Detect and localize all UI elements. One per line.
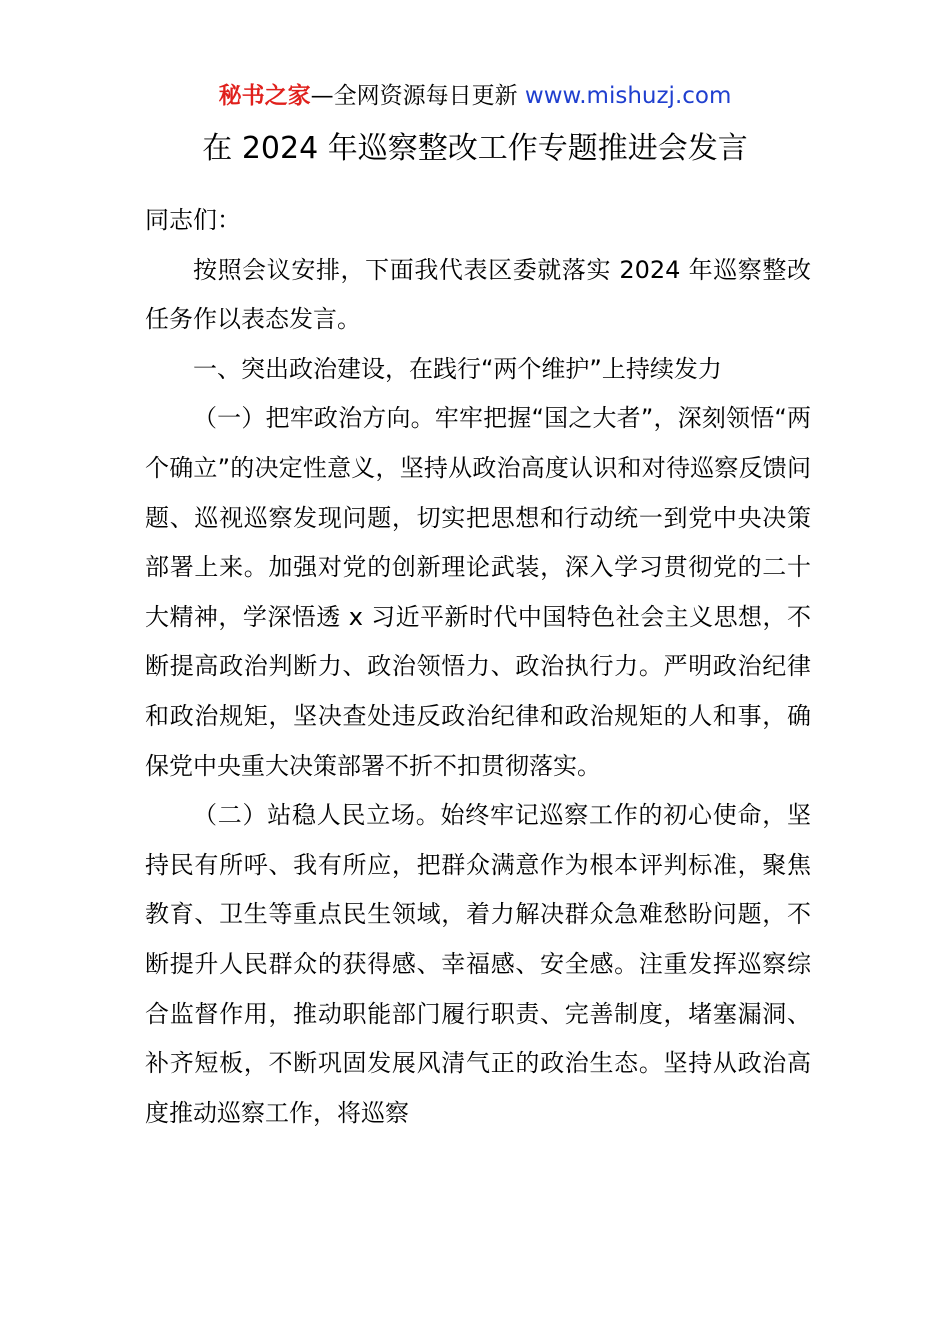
intro-paragraph: 按照会议安排，下面我代表区委就落实 2024 年巡察整改任务作以表态发言。 — [145, 255, 811, 334]
site-header — [0, 80, 950, 112]
document-title: 在 2024 年巡察整改工作专题推进会发言 — [202, 131, 748, 166]
body-paragraph: （一）把牢政治方向。牢牢把握“国之大者”，深刻领悟“两个确立”的决定性意义，坚持从政治高度认识和对待巡察反馈问题、巡视巡察发现问题，切实把思想和行动统一到党中央决策部署上来。加强对党的创新理论武装，深入学习贯彻党的二十大精神，学深悟透 x 习近平新时代中国特色社会主义思想，不断提高政治判断力、政治领悟力、政治执行力。严明政治纪律和政治规矩，坚决查处违反政治纪律和政治规矩的人和事，确保党中央重大决策部署不折不扣贯彻落实。 — [145, 404, 811, 780]
site-url: www.mishuzj.com — [524, 83, 732, 109]
section-heading: 一、突出政治建设，在践行“两个维护”上持续发力 — [193, 354, 722, 383]
salutation: 同志们： — [145, 206, 241, 234]
document-body — [145, 196, 811, 1138]
body-paragraph: （二）站稳人民立场。始终牢记巡察工作的初心使命，坚持民有所呼、我有所应，把群众满意作为根本评判标准，聚焦教育、卫生等重点民生领域，着力解决群众急难愁盼问题，不断提升人民群众的获得感、幸福感、安全感。注重发挥巡察综合监督作用，推动职能部门履行职责、完善制度，堵塞漏洞、补齐短板，不断巩固发展风清气正的政治生态。坚持从政治高度推动巡察工作，将巡察 — [145, 801, 811, 1127]
brand-name: 秘书之家 — [218, 83, 311, 109]
header-tagline: —全网资源每日更新 — [310, 83, 525, 109]
